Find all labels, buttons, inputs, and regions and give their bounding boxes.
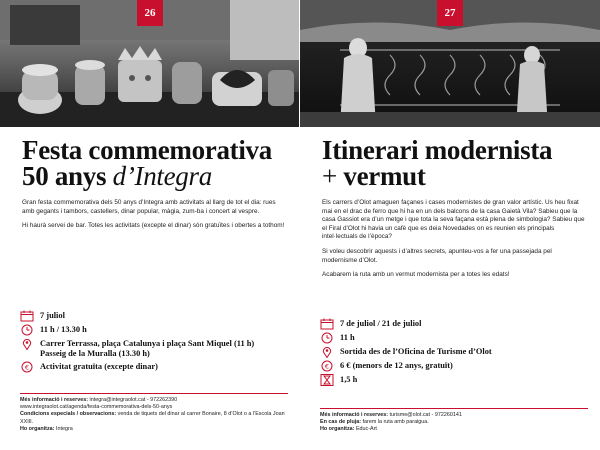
title-line-2: 50 anys xyxy=(22,161,113,191)
detail-place xyxy=(20,338,290,359)
hourglass-icon xyxy=(320,374,334,386)
right-page xyxy=(300,0,600,450)
detail-time xyxy=(320,332,590,344)
event-details xyxy=(20,310,290,375)
title-line-1: Festa commemorativa xyxy=(22,135,272,165)
organizer-text: Educ-Art xyxy=(354,426,377,433)
time-text: 11 h / 13.30 h xyxy=(40,325,87,334)
date-text: 7 de juliol / 21 de juliol xyxy=(340,319,422,328)
location-pin-icon xyxy=(20,338,34,350)
title-line-1: Itinerari modernista xyxy=(322,135,553,165)
description-paragraph: Si voleu descobrir aquests i d’altres secrets, apunteu-vos a fer una passejada pel modernisme d’Olot. xyxy=(322,247,552,264)
detail-price xyxy=(20,361,290,373)
organizer-label: Ho organitza: xyxy=(20,425,55,432)
title-plus: + xyxy=(322,161,344,191)
place-text: Sortida des de l’Oficina de Turisme d’Olot xyxy=(340,347,492,356)
place-text: Carrer Terrassa, plaça Catalunya i plaça Sant Miquel (11 h) Passeig de la Muralla (13.30 h) xyxy=(40,339,255,358)
event-title xyxy=(22,137,292,189)
detail-date xyxy=(20,310,290,322)
event-description xyxy=(22,199,288,237)
description-paragraph: Hi haurà servei de bar. Totes les activitats (excepte el dinar) són gratuïtes i obertes a tothom! xyxy=(22,222,285,230)
svg-text:€: € xyxy=(324,362,330,371)
detail-duration xyxy=(320,374,590,386)
detail-time xyxy=(20,324,290,336)
description-paragraph: Els carrers d’Olot amaguen façanes i cases modernistes de gran valor artístic. Us heu fixat mai en el drac de ferro que hi ha en un dels balcons de la casa Gaietà Vila? Sabieu que la casa Gassiot era d’un metge i que tota la seva façana està plena de simbologia? Sabieu que el Firal d’Olot hi havia un cafè que es deia Novedades on es reunien els principals intel·lectuals de l’època? xyxy=(322,199,585,241)
title-line-2: vermut xyxy=(343,161,426,191)
organizer-text: Integra xyxy=(54,425,73,432)
rain-text: farem la ruta amb paraigua. xyxy=(361,419,429,426)
info-contact: turisme@olot.cat - 972260141 xyxy=(388,412,462,418)
calendar-icon xyxy=(320,318,334,330)
info-contact: integra@integraolot.cat - 972262390 xyxy=(88,397,178,403)
detail-place xyxy=(320,346,590,358)
calendar-icon xyxy=(20,310,34,322)
location-pin-icon xyxy=(320,346,334,358)
footer-info xyxy=(20,393,288,433)
time-text: 11 h xyxy=(340,333,355,342)
euro-icon xyxy=(320,360,334,372)
info-label: Més informació i reserves: xyxy=(20,397,89,403)
info-url[interactable]: www.integraolot.cat/agenda/festa-commemorativa-dels-50-anys xyxy=(20,404,173,411)
detail-price xyxy=(320,360,590,372)
title-line-2-italic: d’Integra xyxy=(112,161,212,191)
event-details xyxy=(320,318,590,388)
price-text: 6 € (menors de 12 anys, gratuït) xyxy=(340,361,453,370)
rain-label: En cas de pluja: xyxy=(320,419,362,426)
clock-icon xyxy=(20,324,34,336)
price-text: Activitat gratuïta (excepte dinar) xyxy=(40,362,158,371)
clock-icon xyxy=(320,332,334,344)
description-paragraph: Acabarem la ruta amb un vermut modernista per a totes les edats! xyxy=(322,271,510,279)
page-number-badge: 26 xyxy=(137,0,163,26)
event-title xyxy=(322,137,592,189)
detail-date xyxy=(320,318,590,330)
description-paragraph: Gran festa commemorativa dels 50 anys d’Integra amb activitats al llarg de tot el dia: rues amb gegants i tambors, castellers, dinar popular, màgia, zum-ba i concert al vespre. xyxy=(22,199,276,215)
svg-text:€: € xyxy=(24,363,30,372)
footer-info xyxy=(320,408,588,434)
date-text: 7 juliol xyxy=(40,311,65,320)
event-description xyxy=(322,199,588,286)
conditions-label: Condicions especials / observacions: xyxy=(20,411,117,418)
conditions-text: venda de tiquets del dinar al carrer Bonaire, 8 d’Olot o a l’Escola Joan XXIII. xyxy=(20,411,285,425)
info-label: Més informació i reserves: xyxy=(320,412,389,418)
euro-icon xyxy=(20,361,34,373)
duration-text: 1,5 h xyxy=(340,375,358,384)
organizer-label: Ho organitza: xyxy=(320,426,355,433)
page-number-badge: 27 xyxy=(437,0,463,26)
